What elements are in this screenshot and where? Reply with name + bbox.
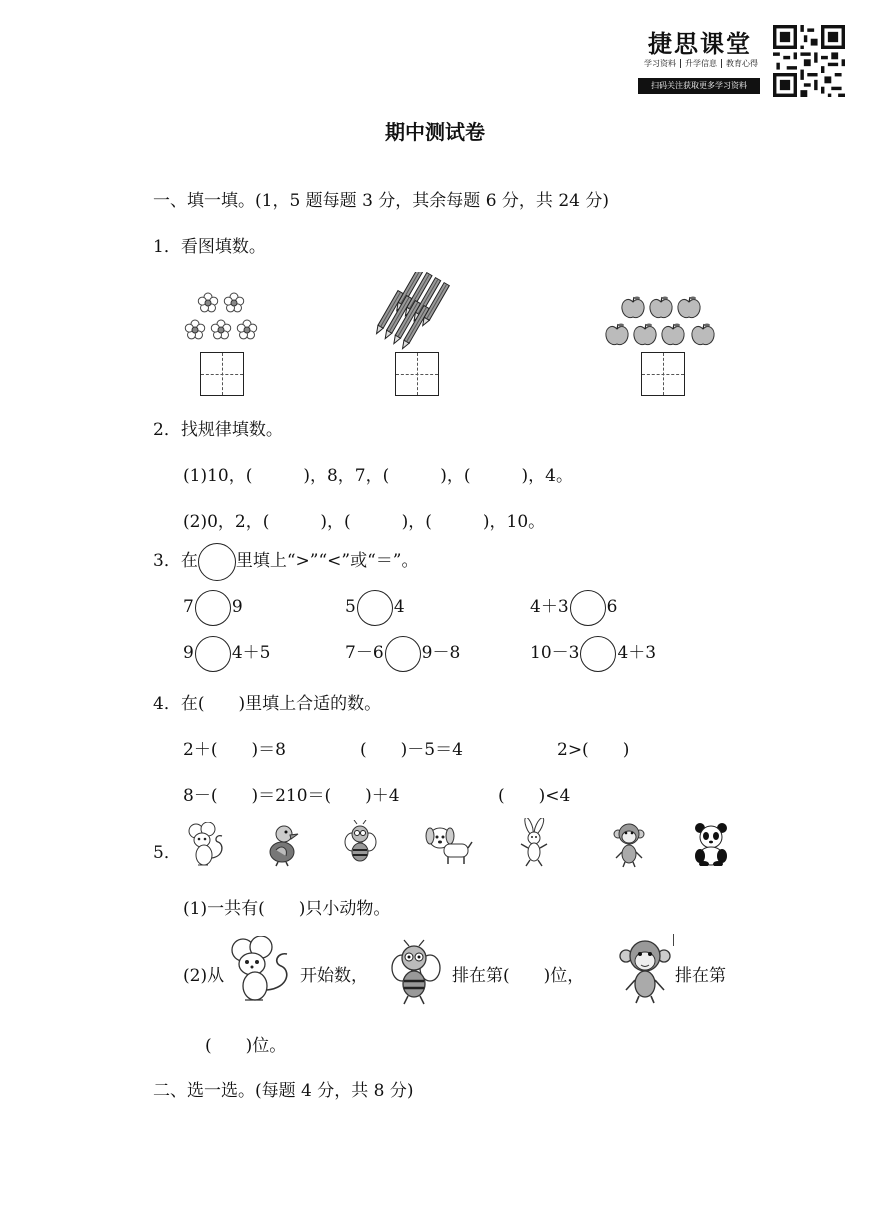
compare-item: [183, 589, 243, 626]
pencil-icon: [368, 272, 454, 352]
answer-box[interactable]: [200, 352, 244, 396]
mouse-icon: [186, 822, 230, 868]
question-label: [153, 542, 418, 581]
brand-tags: [640, 58, 762, 69]
duck-icon: [264, 822, 304, 868]
brand-tag: 学习资料: [640, 59, 681, 68]
qr-code-icon: [773, 25, 845, 97]
question-line: (1)10，( )，8，7，( )，( )，4。: [183, 466, 573, 486]
mouse-icon: [227, 936, 297, 1006]
panda-icon: [692, 822, 732, 866]
equation: ( )－5＝4: [360, 740, 463, 760]
circle-blank[interactable]: [195, 590, 231, 626]
monkey-icon: [612, 822, 646, 868]
q3-label-pre: 3．在: [153, 551, 198, 571]
equation: 2>( ): [557, 740, 630, 760]
question-line: 开始数，: [300, 966, 368, 986]
circle-blank[interactable]: [357, 590, 393, 626]
equation: 2＋( )＝8: [183, 740, 286, 760]
brand-tag: 升学信息: [681, 59, 722, 68]
brand-banner: 扫码关注获取更多学习资料: [638, 78, 760, 94]
compare-item: [530, 589, 617, 626]
page-title: 期中测试卷: [385, 120, 485, 144]
brand-title: 捷思课堂: [648, 29, 752, 58]
section-heading: 二、选一选。(每题 4 分，共 8 分): [153, 1081, 414, 1101]
compare-item: [530, 635, 656, 672]
equation: ( )<4: [498, 786, 571, 806]
answer-box[interactable]: [641, 352, 685, 396]
question-line: (2)0，2，( )，( )，( )，10。: [183, 512, 546, 532]
expr-right: 4: [393, 597, 405, 617]
circle-blank[interactable]: [570, 590, 606, 626]
answer-box[interactable]: [395, 352, 439, 396]
circle-blank[interactable]: [580, 636, 616, 672]
question-line: 排在第: [675, 966, 726, 986]
expr-right: 4＋5: [231, 643, 271, 663]
q3-label-post: 里填上“>”“<”或“＝”。: [235, 551, 419, 571]
question-label: 4．在( )里填上合适的数。: [153, 694, 382, 714]
expr-right: 4＋3: [617, 643, 657, 663]
expr-left: 7: [183, 597, 194, 617]
question-label: 1．看图填数。: [153, 237, 266, 257]
question-line: (2)从: [183, 966, 225, 986]
section-heading: 一、填一填。(1，5 题每题 3 分，其余每题 6 分，共 24 分): [153, 191, 609, 211]
rabbit-icon: [517, 818, 553, 868]
compare-item: [345, 589, 405, 626]
flower-icon: [182, 290, 262, 346]
expr-left: 7－6: [345, 643, 384, 663]
expr-left: 9: [183, 643, 194, 663]
bee-icon: [384, 938, 450, 1008]
apple-icon: [603, 294, 719, 348]
circle-blank[interactable]: [385, 636, 421, 672]
question-label: 2．找规律填数。: [153, 420, 283, 440]
expr-right: 6: [606, 597, 618, 617]
question-line: (1)一共有( )只小动物。: [183, 899, 391, 919]
circle-blank[interactable]: [195, 636, 231, 672]
monkey-icon: [616, 938, 674, 1004]
question-label: 5．: [153, 843, 181, 863]
expr-left: 4＋3: [530, 597, 569, 617]
question-line: 排在第( )位，: [452, 966, 585, 986]
brand-tag: 教育心得: [726, 59, 758, 68]
question-line: ( )位。: [205, 1036, 287, 1056]
expr-left: 10－3: [530, 643, 580, 663]
circle-blank: [198, 543, 236, 581]
bee-icon: [339, 820, 383, 868]
compare-item: [183, 635, 270, 672]
equation: 8－( )＝210＝( )＋4: [183, 786, 400, 806]
compare-item: [345, 635, 460, 672]
dog-icon: [424, 824, 474, 866]
expr-left: 5: [345, 597, 356, 617]
expr-right: 9: [231, 597, 243, 617]
expr-right: 9－8: [421, 643, 461, 663]
